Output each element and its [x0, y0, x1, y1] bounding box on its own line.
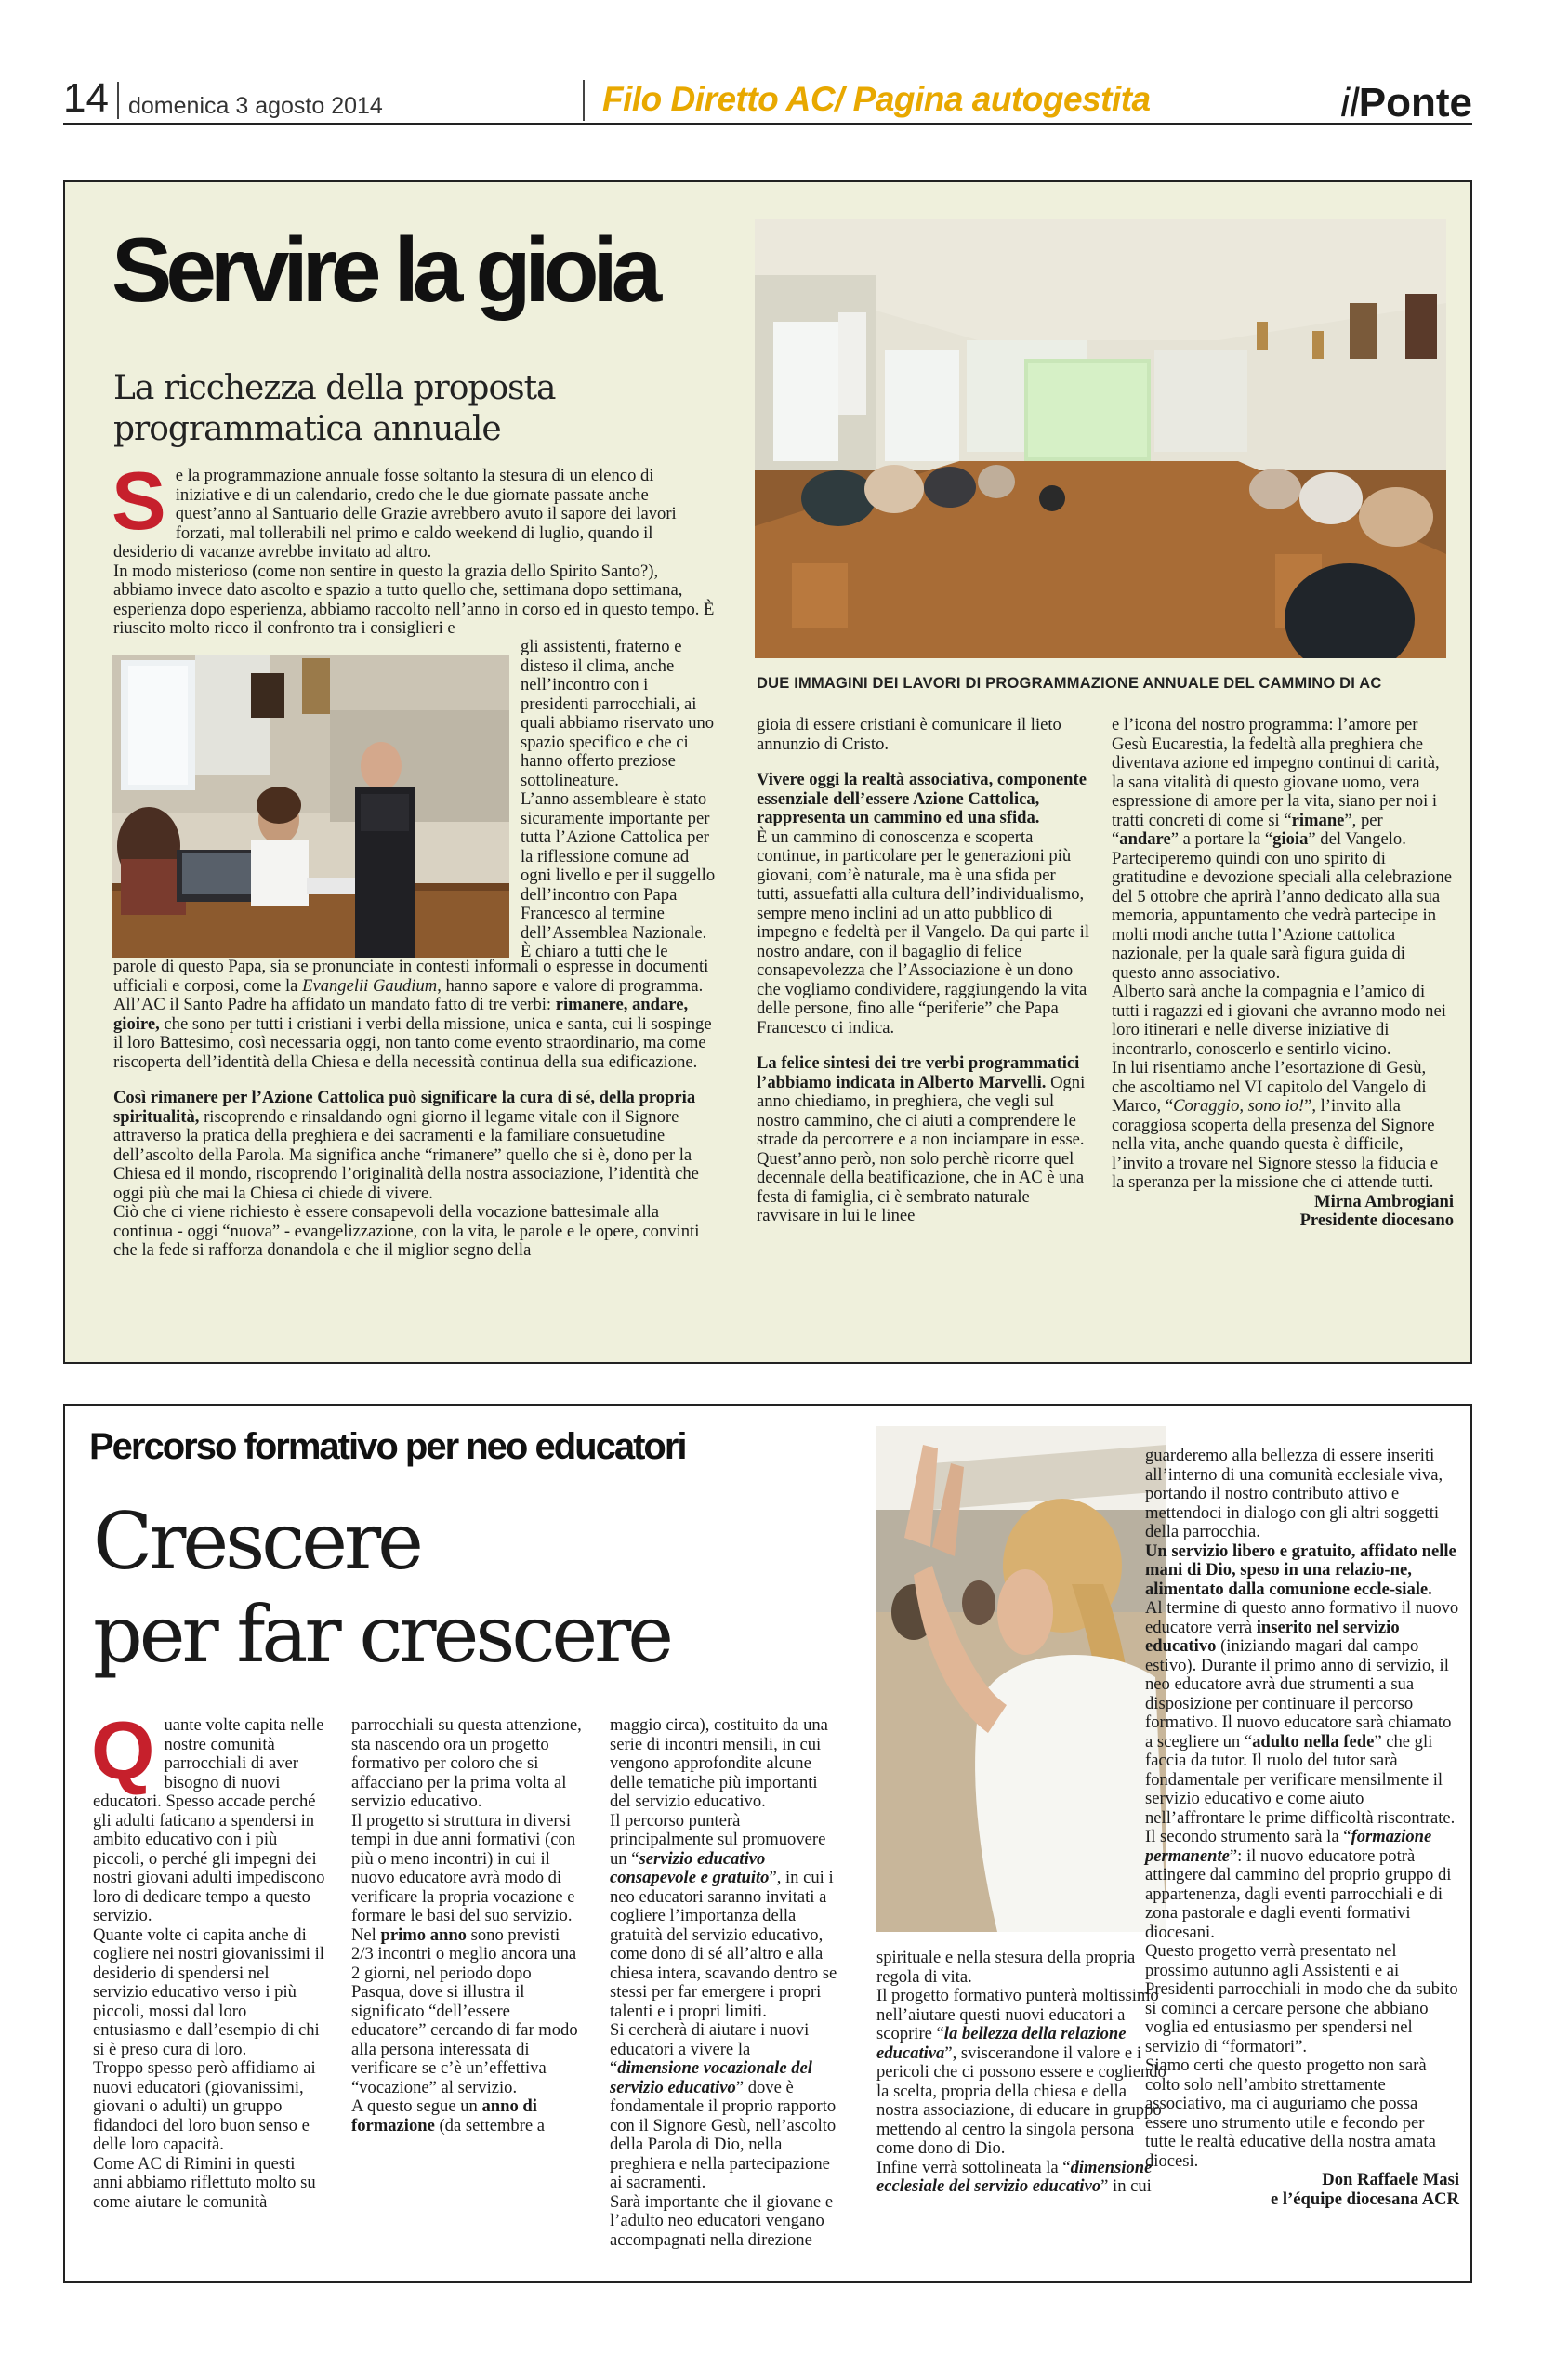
article-column: guarderemo alla bellezza di essere inseriti all’interno di una comunità ecclesiale viva, portando il nostro contributo attivo e mettendoci in dialogo con gli altri soggetti della parrocchia. Un servizio libero e gratuito, affidato nelle mani di Dio, speso in una relazio-ne, alimentato dalla comunione eccle-siale. Al termine di questo anno formativo il nuovo educatore verrà inserito nel servizio educativo (iniziando magari dal campo estivo). Durante il primo anno di servizio, il neo educatore avrà due strumenti a sua disposizione per continuare il percorso formativo. Il nuovo educatore sarà chiamato a scegliere un “adulto nella fede” che gli faccia da tutor. Il ruolo del tutor sarà fondamentale per verificare mensilmente il servizio educativo e come aiuto nell’affrontare le prime difficoltà riscontrate. Il secondo strumento sarà la “formazione permanente”: il nuovo educatore potrà attingere dal cammino del proprio gruppo di appartenenza, dagli eventi parrocchiali e di zona pastorale e dagli eventi formativi diocesani. Questo progetto verrà presentato nel prossimo autunno agli Assistenti e ai Presidenti parrocchiali in modo che da subito si cominci a cercare persone che abbiano voglia ed entusiasmo per spendersi nel servizio di “formatori”. Siamo certi che questo progetto non sarà colto solo nell’ambito strettamente associativo, ma ci auguriamo che possa essere uno strumento utile e fecondo per tutte le realtà educative della nostra amata diocesi. Don Raffaele Masi e l’équipe diocesana ACR	[1145, 1446, 1459, 2209]
issue-date: domenica 3 agosto 2014	[128, 93, 383, 119]
author-role: e l’équipe diocesana ACR	[1271, 2188, 1459, 2209]
article-subtitle: La ricchezza della proposta programmatica annuale	[113, 369, 556, 448]
header-divider	[117, 82, 119, 119]
article-title: Crescere per far crescere	[93, 1496, 671, 1680]
article-column: gli assistenti, fraterno e disteso il clima, anche nell’incontro con i presidenti parrocchiali, ai quali abbiamo riservato uno spazio specifico e che ci hanno offerto preziose sottolineature. L’anno assembleare è stato sicuramente importante per tutta l’Azione Cattolica per la riflessione comune ad ogni livello e per il suggello dell’incontro con Papa Francesco al termine dell’Assemblea Nazionale. È chiaro a tutti che le	[521, 637, 716, 961]
beach-photo	[876, 1426, 1166, 1932]
meeting-room-photo	[755, 219, 1446, 658]
article-servire-la-gioia	[63, 180, 1472, 1364]
article-column: spirituale e nella stesura della propria regola di vita. Il progetto formativo punterà moltissimo nell’aiutare questi nuovi educatori a scoprire “la bellezza della relazione educativa”, sviscerandone il valore e i pericoli che ci possono essere e cogliendo la scelta, propria della chiesa e della nostra associazione, di educare in gruppo mettendo al centro la singola persona come dono di Dio. Infine verrà sottolineata la “dimensione ecclesiale del servizio educativo” in cui	[876, 1948, 1166, 2196]
header-divider	[583, 80, 585, 121]
article-column: maggio circa), costituito da una serie di incontri mensili, in cui vengono approfondite alcune delle tematiche più importanti del servizio educativo. Il percorso punterà principalmente sul promuovere un “servizio educativo consapevole e gratuito”, in cui i neo educatori saranno invitati a cogliere l’importanza della gratuità del servizio educativo, come dono di sé all’altro e alla chiesa intera, scavando dentro se stessi per far emergere i propri talenti e i propri limiti. Si cercherà di aiutare i nuovi educatori a vivere la “dimensione vocazionale del servizio educativo” dove è fondamentale il proprio rapporto con il Signore Gesù, nell’ascolto della Parola di Dio, nella preghiera e nella partecipazione ai sacramenti. Sarà importante che il giovane e l’adulto neo educatori vengano accompagnati nella direzione	[610, 1715, 837, 2250]
drop-cap: S	[112, 455, 166, 547]
author-role: Presidente diocesano	[1299, 1210, 1454, 1230]
article-column: parrocchiali su questa attenzione, sta nascendo ora un progetto formativo per coloro che si affacciano per la prima volta al servizio educativo. Il progetto si struttura in diversi tempi in due anni formativi (con più o meno incontri) in cui il nuovo educatore avrà modo di verificare la propria vocazione e formare le basi del suo servizio. Nel primo anno sono previsti 2/3 incontri o meglio ancora una 2 giorni, nel periodo dopo Pasqua, dove si illustra il significato “dell’essere educatore” cercando di far modo alla persona interessata di verificare se c’è un’effettiva “vocazione” al servizio. A questo segue un anno di formazione (da settembre a	[351, 1715, 582, 2135]
article-kicker: Percorso formativo per neo educatori	[89, 1426, 686, 1467]
article-title: Servire la gioia	[112, 218, 656, 321]
meeting-photo-small	[112, 654, 509, 958]
author-name: Don Raffaele Masi	[1322, 2170, 1459, 2189]
section-rubric: Filo Diretto AC/ Pagina autogestita	[602, 80, 1151, 118]
article-column: parole di questo Papa, sia se pronunciate in contesti informali o espresse in documenti ufficiali e corposi, come la Evangelii Gaudium, hanno sapore e valore di programma. All’AC il Santo Padre ha affidato un mandato fatto di tre verbi: rimanere, andare, gioire, che sono per tutti i cristiani i verbi della missione, unica e santa, cui li sospinge il loro Battesimo, così necessaria oggi, non tanto come evento straordinario, ma come riscoperta dell’identità della Chiesa e della necessità continua della sua edificazione. Così rimanere per l’Azione Cattolica può significare la cura di sé, della propria spiritualità, riscoprendo e rinsaldando ogni giorno il legame vitale con il Signore attraverso la pratica della preghiera e dei sacramenti e la familiare consuetudine dell’ascolto della Parola. Ma significa anche “rimanere” quello che si è, dono per la Chiesa ed il mondo, riscoprendo l’originalità della nostra associazione, l’identità che oggi più che mai la Chiesa ci chiede di vivere. Ciò che ci viene richiesto è essere consapevoli della vocazione battesimale alla continua - oggi “nuova” - evangelizzazione, con la vita, le parole e le opere, convinti che la fede si rafforza donandola e che il miglior segno della	[113, 957, 712, 1260]
author-name: Mirna Ambrogiani	[1314, 1191, 1454, 1211]
article-column: gioia di essere cristiani è comunicare il lieto annunzio di Cristo. Vivere oggi la realtà associativa, componente essenziale dell’essere Azione Cattolica, rappresenta un cammino ed una sfida. È un cammino di conoscenza e scoperta continue, in particolare per le generazioni più giovani, com’è naturale, ma è una sfida per tutti, assuefatti alla cultura dell’individualismo, sempre meno inclini ad un atto pubblico di impegno e fedeltà per il Vangelo. Da qui parte il nostro andare, con il bagaglio di felice consapevolezza che l’Associazione è un dono che vogliamo condividere, raggiungendo la vita delle persone, fino alle “periferie” che Papa Francesco ci indica. La felice sintesi dei tre verbi programmatici l’abbiamo indicata in Alberto Marvelli. Ogni anno chiediamo, in preghiera, che vegli sul nostro cammino, che ci aiuti a comprendere le strade da percorrere e a non inciampare in esse. Quest’anno però, non solo perchè ricorre quel decennale della beatificazione, che in AC è una festa di famiglia, ci è sembrato naturale ravvisare in lui le linee	[757, 715, 1089, 1225]
article-crescere	[63, 1404, 1472, 2283]
article-column: e l’icona del nostro programma: l’amore per Gesù Eucarestia, la fedeltà alla preghiera che diventava azione ed impegno continui di carità, la sana vitalità di questo giovane uomo, vera espressione di amore per la vita, siano per noi i tratti concreti di come si “rimane”, per “andare” a portare la “gioia” del Vangelo. Parteciperemo quindi con uno spirito di gratitudine e devozione speciali alla celebrazione del 5 ottobre che aprirà l’anno dedicato alla sua memoria, appuntamento che vedrà partecipe in molti modi anche tutta l’Azione cattolica nazionale, per la quale sarà figura guida di questo anno associativo. Alberto sarà anche la compagnia e l’amico di tutti i ragazzi ed i giovani che avranno modo nei loro itinerari e nelle diverse iniziative di incontrarlo, conoscerlo e sentirlo vicino. In lui risentiamo anche l’esortazione di Gesù, che ascoltiamo nel VI capitolo del Vangelo di Marco, “Coraggio, sono io!”, l’invito alla coraggiosa scoperta della presenza del Signore nella vita, anche quando questa è difficile, l’invito a trovare nel Signore stesso la fiducia e la speranza per la missione che ci attende tutti. Mirna Ambrogiani Presidente diocesano	[1112, 715, 1454, 1230]
newspaper-logo: ilPonte	[1340, 80, 1472, 126]
photo-caption: DUE IMMAGINI DEI LAVORI DI PROGRAMMAZIONE ANNUALE DEL CAMMINO DI AC	[757, 675, 1382, 692]
page-header	[63, 76, 1472, 125]
drop-cap: Q	[91, 1704, 155, 1796]
page-number: 14	[63, 75, 109, 121]
article-column: Se la programmazione annuale fosse soltanto la stesura di un elenco di iniziative e di un calendario, credo che le due giornate passate anche quest’anno al Santuario delle Grazie avrebbero avuto il sapore dei lavori forzati, mal tollerabili nel primo e caldo weekend di luglio, quando il desiderio di vacanze avrebbe invitato ad altro. In modo misterioso (come non sentire in questo la grazia dello Spirito Santo?), abbiamo invece dato ascolto e spazio a tutto quello che, settimana dopo settimana, esperienza dopo esperienza, abbiamo raccolto nell’anno in corso ed in questo tempo. È riuscito molto ricco il confronto tra i consiglieri e	[112, 455, 715, 638]
article-column: Quante volte capita nelle nostre comunità parrocchiali di aver bisogno di nuovi educatori. Spesso accade perché gli adulti faticano a spendersi in ambito educativo con i più piccoli, o perché gli impegni dei nostri giovani adulti impediscono loro di dedicare tempo a questo servizio. Quante volte ci capita anche di cogliere nei nostri giovanissimi il desiderio di spendersi nel servizio educativo verso i più piccoli, mossi dal loro entusiasmo e dall’esempio di chi si è preso cura di loro. Troppo spesso però affidiamo ai nuovi educatori (giovanissimi, giovani o adulti) un gruppo fidandoci del loro buon senso e delle loro capacità. Come AC di Rimini in questi anni abbiamo riflettuto molto su come aiutare le comunità	[91, 1704, 325, 2212]
